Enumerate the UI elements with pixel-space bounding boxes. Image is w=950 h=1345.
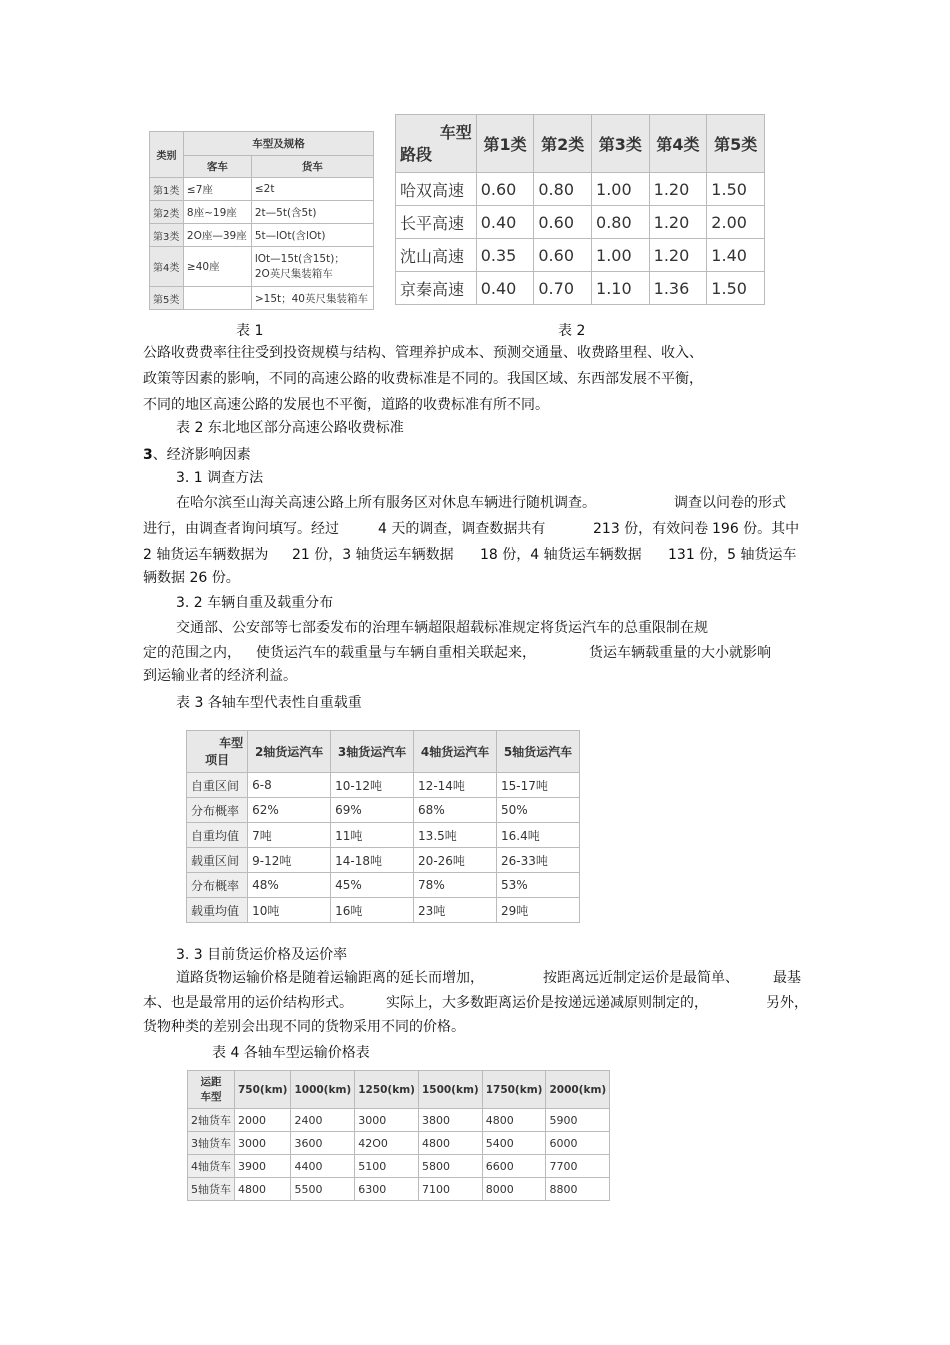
section-title: 、经济影响因素 — [152, 447, 251, 463]
table3-header: 2轴货运汽车 — [248, 731, 331, 773]
paragraph-line: 本、也是最常用的运价结构形式。 — [143, 995, 353, 1011]
table4-vehicle: 2轴货车 — [188, 1109, 235, 1132]
table4-header: 1750(km) — [482, 1071, 546, 1109]
paragraph-line: 实际上，大多数距离运价是按递远递减原则制定的， — [386, 995, 708, 1011]
table3-cell: 6-8 — [248, 773, 331, 798]
table3-cell: 23吨 — [414, 898, 497, 923]
table3-item: 自重区间 — [187, 773, 248, 798]
table4-cell: 3000 — [235, 1132, 291, 1155]
table3-header: 4轴货运汽车 — [414, 731, 497, 773]
table-row — [150, 201, 374, 224]
table3-item: 分布概率 — [187, 798, 248, 823]
table4-cell: 4400 — [291, 1155, 355, 1178]
paragraph-line: 213 份，有效问卷 — [593, 521, 709, 537]
table3-cell: 13.5吨 — [414, 823, 497, 848]
table3-header: 5轴货运汽车 — [497, 731, 580, 773]
table1-bus — [183, 287, 251, 310]
table4-cell: 5500 — [291, 1178, 355, 1201]
paragraph-line: 调查以问卷的形式 — [674, 495, 786, 511]
table2-header: 第1类 — [476, 115, 534, 173]
table2-title: 表 2 东北地区部分高速公路收费标准 — [176, 420, 404, 436]
table3-item: 分布概率 — [187, 873, 248, 898]
table1-header-group: 车型及规格 — [183, 132, 373, 156]
table3-cell: 16吨 — [331, 898, 414, 923]
table3-cell: 48% — [248, 873, 331, 898]
table3-cell: 69% — [331, 798, 414, 823]
table4-cell: 2400 — [291, 1109, 355, 1132]
table3-cell: 62% — [248, 798, 331, 823]
table-row — [396, 239, 765, 272]
table3-corner-top: 车型 — [219, 736, 244, 751]
table1-truck: >15t；40英尺集装箱车 — [251, 287, 373, 310]
table-2-toll-rates — [395, 114, 765, 305]
table2-caption: 表 2 — [558, 323, 586, 339]
subsection-heading: 3. 2 车辆自重及载重分布 — [176, 595, 334, 611]
table3-cell: 12-14吨 — [414, 773, 497, 798]
paragraph-line: 196 份。其中 — [712, 521, 800, 537]
table4-vehicle: 5轴货车 — [188, 1178, 235, 1201]
table4-header: 2000(km) — [546, 1071, 610, 1109]
table1-header-truck: 货车 — [251, 156, 373, 178]
table2-cell: 1.50 — [707, 272, 765, 305]
table2-road: 京秦高速 — [396, 272, 477, 305]
table3-cell: 50% — [497, 798, 580, 823]
table2-header: 第4类 — [649, 115, 707, 173]
table1-bus: 8座~19座 — [183, 201, 251, 224]
table2-road: 长平高速 — [396, 206, 477, 239]
table2-cell: 1.00 — [592, 239, 650, 272]
table3-cell: 11吨 — [331, 823, 414, 848]
table3-cell: 68% — [414, 798, 497, 823]
paragraph-line: 交通部、公安部等七部委发布的治理车辆超限超载标准规定将货运汽车的总重限制在规 — [176, 620, 708, 636]
table2-corner-top: 车型 — [439, 122, 472, 142]
table1-caption: 表 1 — [236, 323, 264, 339]
table-row — [396, 272, 765, 305]
table4-vehicle: 3轴货车 — [188, 1132, 235, 1155]
table4-cell: 4800 — [235, 1178, 291, 1201]
table2-cell: 0.40 — [476, 272, 534, 305]
table4-cell: 4800 — [418, 1132, 482, 1155]
table3-title: 表 3 各轴车型代表性自重载重 — [176, 695, 362, 711]
table4-cell: 6600 — [482, 1155, 546, 1178]
table2-cell: 1.10 — [592, 272, 650, 305]
paragraph-line: 道路货物运输价格是随着运输距离的延长而增加， — [176, 970, 484, 986]
table-row — [187, 773, 580, 798]
paragraph-line: 使货运汽车的载重量与车辆自重相关联起来， — [256, 645, 536, 661]
table-row — [187, 848, 580, 873]
table4-cell: 5100 — [355, 1155, 419, 1178]
table3-cell: 15-17吨 — [497, 773, 580, 798]
table-row — [187, 898, 580, 923]
table3-item: 自重均值 — [187, 823, 248, 848]
table4-cell: 5800 — [418, 1155, 482, 1178]
table-row — [150, 287, 374, 310]
table2-corner — [396, 115, 477, 173]
paragraph-line: 在哈尔滨至山海关高速公路上所有服务区对休息车辆进行随机调查。 — [176, 495, 596, 511]
table-1-vehicle-classes — [149, 131, 374, 310]
paragraph-line: 定的范围之内， — [143, 645, 241, 661]
table1-truck — [251, 247, 373, 287]
table1-cat: 第4类 — [150, 247, 184, 287]
paragraph-line: 最基 — [773, 970, 801, 986]
table1-header-category: 类别 — [150, 132, 184, 178]
table3-cell: 9-12吨 — [248, 848, 331, 873]
table2-cell: 0.60 — [534, 239, 592, 272]
table2-cell: 0.80 — [592, 206, 650, 239]
table4-header: 1500(km) — [418, 1071, 482, 1109]
table2-header: 第5类 — [707, 115, 765, 173]
table4-cell: 3900 — [235, 1155, 291, 1178]
table3-corner-bottom: 项目 — [205, 752, 230, 767]
table2-cell: 1.40 — [707, 239, 765, 272]
table-3-weight-distribution — [186, 730, 580, 923]
table2-cell: 1.20 — [649, 173, 707, 206]
table3-cell: 10-12吨 — [331, 773, 414, 798]
table2-cell: 1.36 — [649, 272, 707, 305]
paragraph-line: 到运输业者的经济利益。 — [143, 668, 297, 684]
table-row — [188, 1132, 610, 1155]
section-number: 3 — [143, 447, 153, 463]
table3-cell: 7吨 — [248, 823, 331, 848]
table-4-transport-prices — [187, 1070, 610, 1201]
table4-cell: 42O0 — [355, 1132, 419, 1155]
table-row — [187, 798, 580, 823]
paragraph-line: 131 份，5 轴货运车 — [668, 547, 797, 563]
table-row — [396, 173, 765, 206]
table4-cell: 2000 — [235, 1109, 291, 1132]
table4-cell: 8000 — [482, 1178, 546, 1201]
table1-cat: 第1类 — [150, 178, 184, 201]
table-row — [188, 1178, 610, 1201]
table2-cell: 1.00 — [592, 173, 650, 206]
table-row — [188, 1155, 610, 1178]
table1-truck: ≤2t — [251, 178, 373, 201]
subsection-heading: 3. 1 调查方法 — [176, 470, 264, 486]
table3-corner — [187, 731, 248, 773]
table4-cell: 3600 — [291, 1132, 355, 1155]
paragraph-line: 按距离远近制定运价是最简单、 — [543, 970, 739, 986]
table2-cell: 0.80 — [534, 173, 592, 206]
table3-item: 载重均值 — [187, 898, 248, 923]
table4-cell: 6000 — [546, 1132, 610, 1155]
paragraph-line: 4 天的调查，调查数据共有 — [378, 521, 546, 537]
table1-header-bus: 客车 — [183, 156, 251, 178]
table4-header: 1000(km) — [291, 1071, 355, 1109]
table4-cell: 8800 — [546, 1178, 610, 1201]
paragraph-line: 辆数据 26 份。 — [143, 570, 240, 586]
table3-cell: 14-18吨 — [331, 848, 414, 873]
table3-cell: 29吨 — [497, 898, 580, 923]
table4-cell: 3800 — [418, 1109, 482, 1132]
table2-cell: 1.20 — [649, 206, 707, 239]
table4-cell: 5400 — [482, 1132, 546, 1155]
table1-cat: 第5类 — [150, 287, 184, 310]
table1-cat: 第3类 — [150, 224, 184, 247]
paragraph-line: 2 轴货运车辆数据为 — [143, 547, 269, 563]
paragraph-line: 18 份，4 轴货运车辆数据 — [480, 547, 642, 563]
table4-cell: 7700 — [546, 1155, 610, 1178]
table2-cell: 1.50 — [707, 173, 765, 206]
table4-title: 表 4 各轴车型运输价格表 — [212, 1045, 370, 1061]
table2-cell: 0.60 — [476, 173, 534, 206]
table3-cell: 16.4吨 — [497, 823, 580, 848]
table4-cell: 3000 — [355, 1109, 419, 1132]
table-row — [150, 178, 374, 201]
table1-truck-line2: 2O英尺集装箱车 — [254, 267, 333, 280]
table4-vehicle: 4轴货车 — [188, 1155, 235, 1178]
table-row — [150, 224, 374, 247]
table-row — [150, 247, 374, 287]
paragraph-line: 政策等因素的影响，不同的高速公路的收费标准是不同的。我国区域、东西部发展不平衡， — [143, 371, 703, 387]
paragraph-line: 不同的地区高速公路的发展也不平衡，道路的收费标准有所不同。 — [143, 397, 549, 413]
table2-cell: 0.35 — [476, 239, 534, 272]
table1-truck: 5t—lOt(含lOt) — [251, 224, 373, 247]
paragraph-line: 货运车辆载重量的大小就影响 — [589, 645, 771, 661]
table2-cell: 0.40 — [476, 206, 534, 239]
table1-truck-line1: lOt—15t(含15t)； — [254, 253, 345, 266]
table3-header: 3轴货运汽车 — [331, 731, 414, 773]
table2-corner-bottom: 路段 — [400, 144, 433, 164]
table4-corner-top: 运距 — [200, 1076, 222, 1089]
table4-corner — [188, 1071, 235, 1109]
table3-cell: 45% — [331, 873, 414, 898]
table2-header: 第3类 — [592, 115, 650, 173]
table2-cell: 1.20 — [649, 239, 707, 272]
table4-cell: 6300 — [355, 1178, 419, 1201]
table3-cell: 10吨 — [248, 898, 331, 923]
table3-cell: 20-26吨 — [414, 848, 497, 873]
paragraph-line: 21 份，3 轴货运车辆数据 — [292, 547, 454, 563]
table-row — [187, 823, 580, 848]
table2-cell: 2.00 — [707, 206, 765, 239]
subsection-heading: 3. 3 目前货运价格及运价率 — [176, 947, 348, 963]
table3-cell: 53% — [497, 873, 580, 898]
table2-header: 第2类 — [534, 115, 592, 173]
table-row — [188, 1109, 610, 1132]
table3-cell: 26-33吨 — [497, 848, 580, 873]
table4-header: 1250(km) — [355, 1071, 419, 1109]
table-row — [396, 206, 765, 239]
paragraph-line: 公路收费费率往往受到投资规模与结构、管理养护成本、预测交通量、收费路里程、收入、 — [143, 345, 703, 361]
table3-item: 载重区间 — [187, 848, 248, 873]
paragraph-line: 货物种类的差别会出现不同的货物采用不同的价格。 — [143, 1019, 465, 1035]
table1-bus: 2O座—39座 — [183, 224, 251, 247]
table4-cell: 4800 — [482, 1109, 546, 1132]
table4-cell: 5900 — [546, 1109, 610, 1132]
table2-cell: 0.70 — [534, 272, 592, 305]
table4-cell: 7100 — [418, 1178, 482, 1201]
table2-cell: 0.60 — [534, 206, 592, 239]
table4-header: 750(km) — [235, 1071, 291, 1109]
table1-cat: 第2类 — [150, 201, 184, 224]
table-row — [187, 873, 580, 898]
table1-truck: 2t—5t(含5t) — [251, 201, 373, 224]
table2-road: 哈双高速 — [396, 173, 477, 206]
paragraph-line: 另外， — [766, 995, 808, 1011]
table3-cell: 78% — [414, 873, 497, 898]
table2-road: 沈山高速 — [396, 239, 477, 272]
table1-bus: ≤7座 — [183, 178, 251, 201]
table4-corner-bottom: 车型 — [200, 1090, 222, 1103]
paragraph-line: 进行，由调查者询问填写。经过 — [143, 521, 339, 537]
table1-bus: ≥40座 — [183, 247, 251, 287]
